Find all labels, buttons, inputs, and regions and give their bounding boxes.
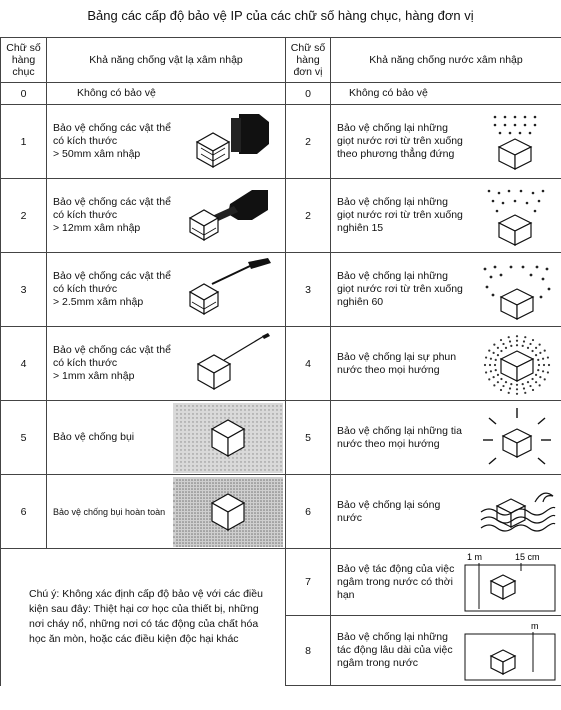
wide-angle-drops-icon: [481, 259, 553, 321]
table-row: [1, 475, 561, 549]
vertical-drops-icon: [481, 111, 551, 173]
solid-desc: Bảo vệ chống các vật thể có kích thước > 1mm xâm nhập: [53, 344, 171, 382]
tens-digit: 2: [1, 179, 47, 253]
units-digit: 4: [286, 327, 331, 401]
solid-desc: Bảo vệ chống bụi hoàn toàn: [53, 506, 166, 517]
solid-desc: Không có bảo vệ: [77, 87, 156, 99]
water-desc: Bảo vệ chống lại những tác động lâu dài của việc ngâm trong nước: [337, 631, 453, 669]
dust-cube-icon: [173, 403, 283, 473]
tens-digit: 0: [1, 83, 47, 105]
tens-digit: 6: [1, 475, 47, 549]
header-row: [1, 38, 561, 83]
table-row: [1, 401, 561, 475]
units-digit: 5: [286, 401, 331, 475]
header-tens: Chữ số hàng chục: [1, 38, 47, 83]
units-digit: 6: [286, 475, 331, 549]
water-desc: Bảo vệ chống lại sóng nước: [337, 498, 441, 524]
header-units: Chữ số hàng đơn vị: [286, 38, 331, 83]
waves-icon: [479, 482, 557, 542]
units-digit: 2: [286, 105, 331, 179]
wire-cube-icon: [182, 330, 277, 398]
hand-cube-icon: [187, 108, 277, 176]
tens-digit: 5: [1, 401, 47, 475]
screwdriver-cube-icon: [182, 256, 277, 324]
ip-rating-table: [0, 37, 561, 686]
top-label: 15 cm: [515, 552, 540, 562]
tens-digit: 3: [1, 253, 47, 327]
header-solid: Khả năng chống vật lạ xâm nhập: [47, 38, 286, 83]
solid-desc: Bảo vệ chống các vật thể có kích thước > 50mm xâm nhập: [53, 122, 171, 160]
spray-icon: [479, 331, 555, 397]
table-row: [1, 253, 561, 327]
angled-drops-icon: [481, 185, 551, 247]
solid-desc: Bảo vệ chống bụi: [53, 431, 135, 443]
header-water: Khả năng chống nước xâm nhập: [331, 38, 561, 83]
finger-cube-icon: [182, 182, 277, 250]
water-desc: Bảo vệ chống lại những giọt nước rơi từ trên xuống nghiên 60: [337, 270, 463, 308]
depth-label: m: [531, 620, 539, 631]
table-row: [1, 179, 561, 253]
tens-digit: 4: [1, 327, 47, 401]
units-digit: 7: [286, 549, 331, 616]
immersion-icon: [461, 551, 559, 613]
solid-desc: Bảo vệ chống các vật thể có kích thước > 12mm xâm nhập: [53, 196, 171, 234]
units-digit: 3: [286, 253, 331, 327]
dust-tight-cube-icon: [173, 477, 283, 547]
water-desc: Bảo vệ chống lại những tia nước theo mọi hướng: [337, 424, 462, 450]
units-digit: 2: [286, 179, 331, 253]
tens-digit: 1: [1, 105, 47, 179]
water-desc: Không có bảo vệ: [349, 87, 428, 99]
units-digit: 0: [286, 83, 331, 105]
water-desc: Bảo vệ tác động của việc ngâm trong nước có thời hạn: [337, 562, 455, 601]
water-desc: Bảo vệ chống lại sự phun nước theo mọi hướng: [337, 350, 457, 376]
units-digit: 8: [286, 616, 331, 686]
table-row: [1, 105, 561, 179]
deep-immersion-icon: [461, 620, 559, 682]
page-title: Bảng các cấp độ bảo vệ IP của các chữ số hàng chục, hàng đơn vị: [87, 8, 474, 23]
table-row: [1, 327, 561, 401]
water-desc: Bảo vệ chống lại những giọt nước rơi từ trên xuống theo phương thẳng đứng: [337, 122, 463, 160]
table-row: [1, 549, 561, 616]
depth-label: 1 m: [467, 552, 483, 562]
note-text: Chú ý: Không xác định cấp độ bảo vệ với các điều kiện sau đây: Thiệt hại cơ học của thiết bị, những nơi cháy nổ, những nơi có tác động của chất hóa học ăn mòn, hoặc các điều kiện độc hại khác: [29, 588, 263, 646]
solid-desc: Bảo vệ chống các vật thể có kích thước > 2.5mm xâm nhập: [53, 270, 171, 308]
jet-icon: [481, 406, 553, 470]
water-desc: Bảo vệ chống lại những giọt nước rơi từ trên xuống nghiên 15: [337, 196, 463, 234]
table-row: [1, 83, 561, 105]
